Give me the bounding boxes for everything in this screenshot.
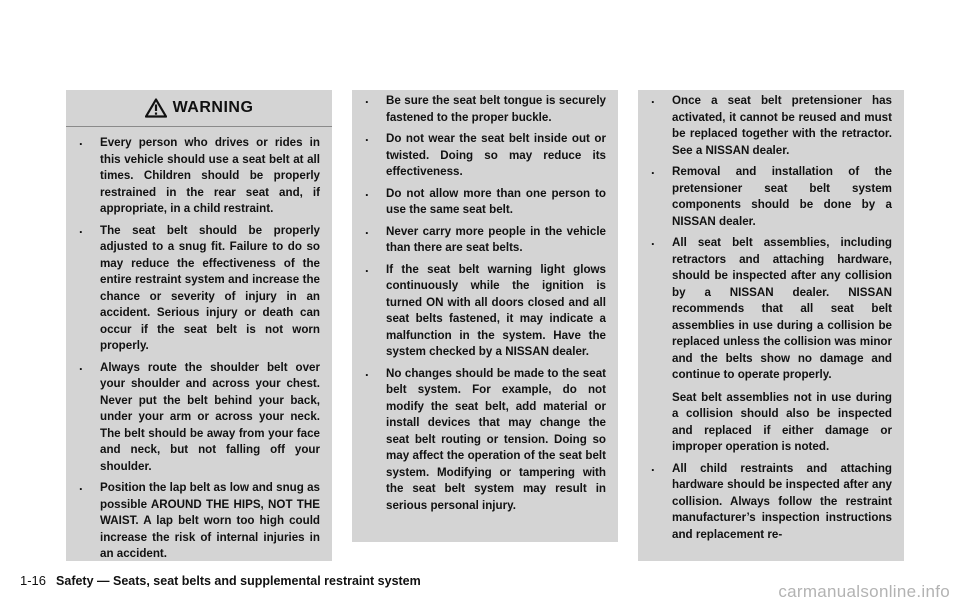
- list-item: . Never carry more people in the vehicle than there are seat belts.: [352, 224, 606, 257]
- list-item: . Do not wear the seat belt inside out or twisted. Doing so may reduce its effectiveness.: [352, 131, 606, 181]
- list-item: . Every person who drives or rides in this vehicle should use a seat belt at all times. Children should be properly restrained in the rear seat and, if appropriate, in a child restraint.: [66, 135, 320, 218]
- warning-column-3: [638, 90, 904, 561]
- list-item: . All seat belt assemblies, including retractors and attaching hardware, should be inspected after any collision by a NISSAN dealer. NISSAN recommends that all seat belt assemblies in use during a collision be replaced unless the collision was minor and the belts show no damage and continue to operate properly.: [638, 235, 892, 384]
- list-item: . Position the lap belt as low and snug as possible AROUND THE HIPS, NOT THE WAIST. A lap belt worn too high could increase the risk of internal injuries in an accident.: [66, 480, 320, 563]
- warning-triangle-icon: [145, 98, 167, 118]
- warning-title: WARNING: [172, 99, 254, 116]
- warning-column-1: [66, 90, 332, 561]
- list-item: . Always route the shoulder belt over your shoulder and across your chest. Never put the belt behind your back, under your arm or across your neck. The belt should be away from your face and neck, but not falling off your shoulder.: [66, 360, 320, 476]
- list-item: . All child restraints and attaching hardware should be inspected after any collision. Always follow the restraint manufacturer’s inspection instructions and replacement re-: [638, 461, 892, 544]
- warning-list-1: [66, 127, 320, 563]
- section-title: Safety — Seats, seat belts and supplemental restraint system: [56, 574, 421, 588]
- page-number: 1-16: [20, 573, 47, 588]
- list-item: . No changes should be made to the seat belt system. For example, do not modify the seat belt, add material or install devices that may change the seat belt routing or tension. Doing so may affect the operation of the seat belt system. Modifying or tampering with the seat belt system may result in serious personal injury.: [352, 366, 606, 515]
- list-paragraph: Seat belt assemblies not in use during a collision should also be inspected and replaced if either damage or improper operation is noted.: [672, 390, 892, 453]
- warning-list-2: [352, 90, 606, 514]
- page-footer: [20, 573, 421, 588]
- watermark: carmanualsonline.info: [778, 582, 950, 601]
- list-item: . If the seat belt warning light glows continuously while the ignition is turned ON with all doors closed and all seat belts fastened, it may indicate a malfunction in the system. Have the system checked by a NISSAN dealer.: [352, 262, 606, 361]
- list-item: . Removal and installation of the pretensioner seat belt system components should be done by a NISSAN dealer.: [638, 164, 892, 230]
- warning-list-3: [638, 90, 892, 543]
- list-item: . Be sure the seat belt tongue is securely fastened to the proper buckle.: [352, 93, 606, 126]
- list-item: . Once a seat belt pretensioner has activated, it cannot be reused and must be replaced together with the retractor. See a NISSAN dealer.: [638, 93, 892, 159]
- list-item: . The seat belt should be properly adjusted to a snug fit. Failure to do so may reduce the effectiveness of the entire restraint system and increase the chance or severity of injury in an accident. Serious injury or death can occur if the seat belt is not worn properly.: [66, 223, 320, 355]
- list-item: . Do not allow more than one person to use the same seat belt.: [352, 186, 606, 219]
- warning-header: [66, 90, 332, 127]
- warning-column-2: [352, 90, 618, 542]
